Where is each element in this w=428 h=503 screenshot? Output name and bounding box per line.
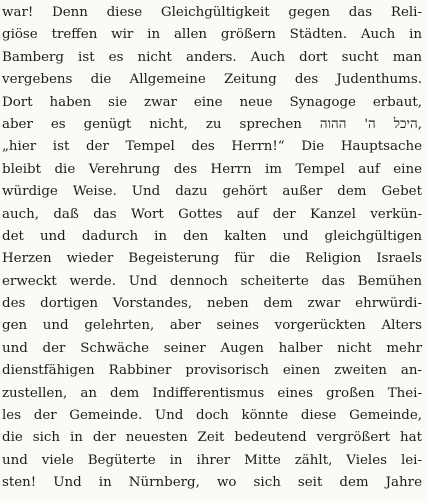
text-line: sten! Und in Nürnberg, wo sich seit dem Jahre [2, 475, 422, 491]
text-line: war! Denn diese Gleichgültigkeit gegen das Reli- [2, 5, 422, 20]
text-line: und der Schwäche seiner Augen halber nicht mehr [2, 340, 422, 356]
text-line: giöse treffen wir in allen größern Städten. Auch in [2, 27, 422, 43]
text-line: die sich in der neuesten Zeit bedeutend vergrößert hat [2, 430, 422, 446]
text-line: aber es genügt nicht, zu sprechen היכל ה' ההוה, [2, 116, 422, 132]
text-line: „hier ist der Tempel des Herrn!“ Die Hauptsache [2, 139, 422, 155]
text-line: und viele Begüterte in ihrer Mitte zählt, Vieles lei- [2, 452, 422, 468]
text-line: Herzen wieder Begeisterung für die Religion Israels [2, 251, 422, 267]
text-line: Dort haben sie zwar eine neue Synagoge erbaut, [2, 94, 422, 110]
text-line: dienstfähigen Rabbiner provisorisch einen zweiten an- [2, 363, 422, 379]
text-line: bleibt die Verehrung des Herrn im Tempel auf eine [2, 161, 422, 177]
text-line: des dortigen Vorstandes, neben dem zwar ehrwürdi- [2, 296, 422, 312]
text-line: Bamberg ist es nicht anders. Auch dort sucht man [2, 49, 422, 65]
text-line: les der Gemeinde. Und doch könnte diese Gemeinde, [2, 408, 422, 424]
body-text [2, 2, 422, 495]
text-line: vergebens die Allgemeine Zeitung des Judenthums. [2, 72, 422, 88]
text-line: gen und gelehrten, aber seines vorgerückten Alters [2, 318, 422, 334]
text-line: erweckt werde. Und dennoch scheiterte das Bemühen [2, 273, 422, 289]
text-line: zustellen, an dem Indifferentismus eines großen Thei- [2, 385, 422, 401]
text-line: auch, daß das Wort Gottes auf der Kanzel verkün- [2, 206, 422, 222]
text-line: det und dadurch in den kalten und gleichgültigen [2, 228, 422, 244]
text-line: würdige Weise. Und dazu gehört außer dem Gebet [2, 184, 422, 200]
